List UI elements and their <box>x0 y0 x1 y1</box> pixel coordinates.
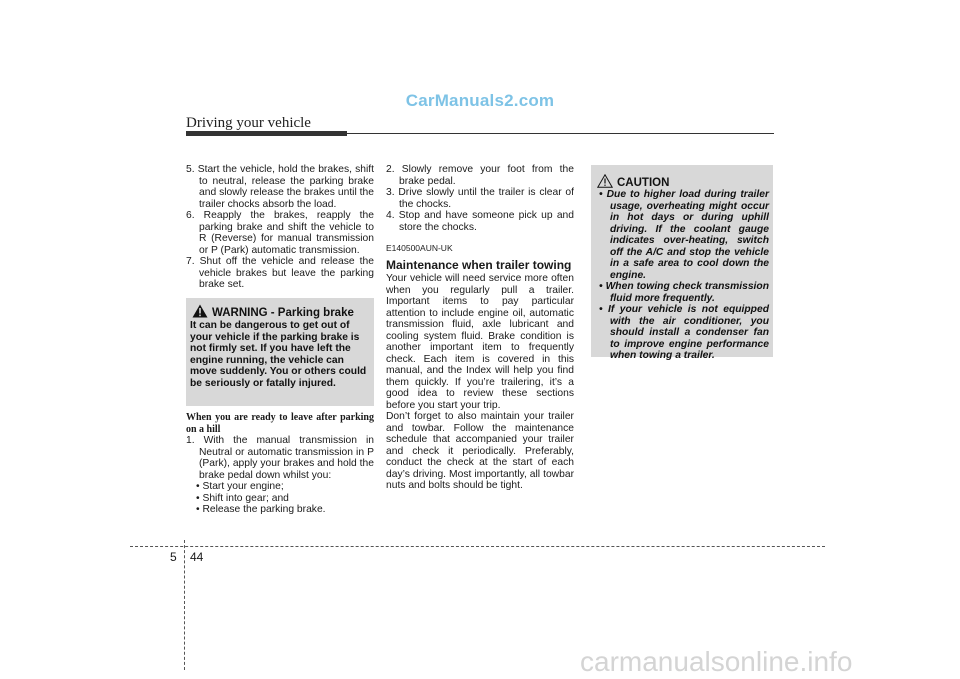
paragraph-1: Your vehicle will need service more often when you regularly pull a trailer. Important items to pay particular attention to include engine oil, automatic transmission fluid, axle lubricant and cooling system fluid. Brake condition is another important item to frequently check. Each item is covered in this manual, and the Index will help you find them quickly. If you’re trailering, it’s a good idea to review these sections before you start your trip. <box>386 273 574 411</box>
watermark-bottom: carmanualsonline.info <box>580 646 853 677</box>
page-number: 44 <box>190 550 204 564</box>
warning-body: It can be dangerous to get out of your vehicle if the parking brake is not firmly set. If you have left the engine running, the vehicle can move suddenly. You or others could be seriously or fatally injured. <box>190 320 367 389</box>
column-1-lower <box>186 412 374 516</box>
section-title: Maintenance when trailer towing <box>386 257 572 272</box>
caution-box <box>591 165 773 361</box>
section-number: 5 <box>170 550 177 564</box>
warning-box <box>186 298 374 406</box>
bullet-shift-gear: • Shift into gear; and <box>196 492 289 504</box>
step-5: 5. Start the vehicle, hold the brakes, shift to neutral, release the parking brake and slowly release the brakes until the trailer chocks absorb the load. <box>186 164 374 210</box>
step-6: 6. Reapply the brakes, reapply the parking brake and shift the vehicle to R (Reverse) for manual transmission or P (Park) automatic transmission. <box>186 210 374 256</box>
step-3: 3. Drive slowly until the trailer is clear of the chocks. <box>386 187 574 210</box>
warning-heading <box>192 304 354 319</box>
caution-heading <box>597 174 669 189</box>
caution-item-2: • When towing check transmission fluid more frequently. <box>599 281 769 304</box>
warning-title: WARNING - Parking brake <box>212 307 354 319</box>
caution-list <box>599 189 769 362</box>
caution-item-3: • If your vehicle is not equipped with the air conditioner, you should install a condenser fan to improve engine performance when towing a trailer. <box>599 304 769 361</box>
header-rule-thin <box>347 133 774 134</box>
bullet-start-engine: • Start your engine; <box>196 481 284 492</box>
section-code: E140500AUN-UK <box>386 243 453 253</box>
step-7: 7. Shut off the vehicle and release the vehicle brakes but leave the parking brake set. <box>186 256 374 290</box>
paragraph-2: Don’t forget to also maintain your trailer and towbar. Follow the maintenance schedule that accompanied your trailer and check it periodically. Preferably, conduct the check at the start of each day’s driving. Most importantly, all towbar nuts and bolts should be tight. <box>386 411 574 491</box>
header-rule-thick <box>186 131 347 136</box>
caution-title: CAUTION <box>617 177 670 189</box>
bullet-release-brake: • Release the parking brake. <box>196 504 326 515</box>
step-2: 2. Slowly remove your foot from the brake pedal. <box>386 164 574 187</box>
step-1: 1. With the manual transmission in Neutral or automatic transmission in P (Park), apply your brakes and hold the brake pedal down whilst you: <box>186 435 374 481</box>
footer-dashed-divider <box>184 540 185 670</box>
caution-item-1: • Due to higher load during trailer usage, overheating might occur in hot days or during uphill driving. If the coolant gauge indicates over-heating, switch off the A/C and stop the vehicle in a safe area to cool down the engine. <box>599 189 769 281</box>
step-4: 4. Stop and have someone pick up and store the chocks. <box>386 210 574 233</box>
column-2 <box>386 164 574 492</box>
column-1 <box>186 164 374 291</box>
caution-triangle-icon <box>597 174 613 188</box>
leave-heading: When you are ready to leave after parking on a hill <box>186 412 374 435</box>
footer-dashed-line <box>130 546 825 547</box>
warning-triangle-icon <box>192 304 208 318</box>
page-header-title: Driving your vehicle <box>186 115 311 131</box>
watermark-top: CarManuals2.com <box>405 91 555 110</box>
